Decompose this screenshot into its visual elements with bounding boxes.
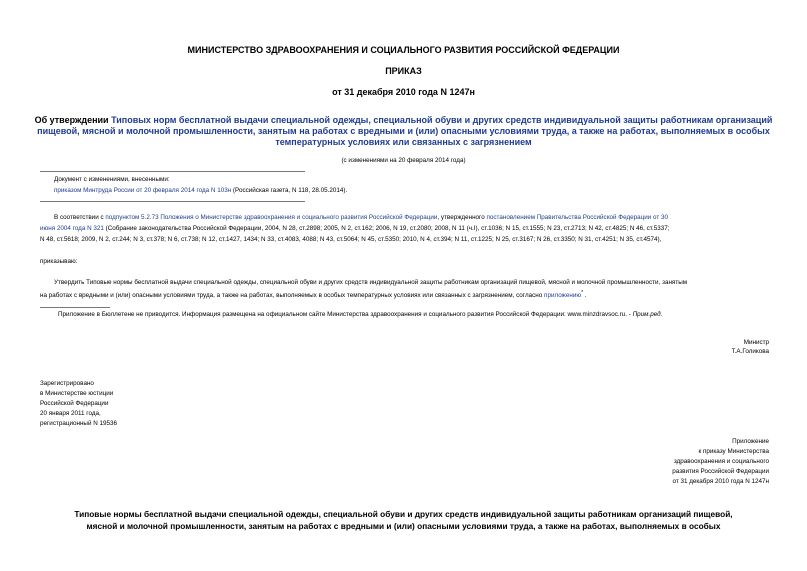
registration-line2: в Министерстве юстиции xyxy=(40,390,114,397)
divider xyxy=(40,201,305,202)
divider xyxy=(40,171,305,172)
changes-source: (Российская газета, N 118, 28.05.2014). xyxy=(231,187,348,194)
order-word: приказываю: xyxy=(40,258,78,265)
footnote xyxy=(58,309,662,320)
editor-note: Прим.ред. xyxy=(632,311,663,318)
approve-text: на работах с вредными и (или) опасными условиями труда, а также на работах, выполняемых в особых температурных условиях или связанных с загрязнением, согласно xyxy=(40,292,545,300)
doc-title-line2[interactable]: пищевой, мясной и молочной промышленности, занятым на работах с вредными и (или) опасными условиями труда, а также на работах, выполняемых в особых xyxy=(37,126,770,136)
doc-type: ПРИКАЗ xyxy=(385,66,422,76)
changes-line xyxy=(54,185,347,196)
preamble-text: (Собрание законодательства Российской Федерации, 2004, N 28, ст.2898; 2005, N 2, ст.162; 2006, N 19, ст.2080; 2008, N 11 (ч.I), ст.1036; N 15, ст.1555; N 23, ст.2713; N 42, ст.4825; N 46, ст.5337; xyxy=(103,225,670,232)
signature-title: Министр xyxy=(743,339,769,346)
footnote-text: Приложение в Бюллетене не приводится. Информация размещена на официальном сайте Министерства здравоохранения и социального развития Российской Федерации: www.minzdravsoc.ru. - xyxy=(58,311,633,318)
preamble-line2 xyxy=(40,223,670,234)
amendment-note: (с изменениями на 20 февраля 2014 года) xyxy=(341,157,466,164)
appendix-ref-line2: к приказу Министерства xyxy=(698,448,769,455)
title-link[interactable]: Типовых норм бесплатной выдачи специальной одежды, специальной обуви и других средств индивидуальной защиты работникам организаций xyxy=(111,115,773,125)
approve-line2 xyxy=(40,288,587,301)
appendix-ref-line1: Приложение xyxy=(732,438,769,445)
appendix-ref-line4: развития Российской Федерации xyxy=(672,468,769,475)
registration-line3: Российской Федерации xyxy=(40,400,109,407)
footnote-marker: * xyxy=(581,290,584,296)
ministry-heading: МИНИСТЕРСТВО ЗДРАВООХРАНЕНИЯ И СОЦИАЛЬНОГО РАЗВИТИЯ РОССИЙСКОЙ ФЕДЕРАЦИИ xyxy=(187,45,620,55)
registration-line4: 20 января 2011 года, xyxy=(40,410,101,417)
appendix-ref-line3: здравоохранения и социального xyxy=(673,458,769,465)
preamble-text: В соответствии с xyxy=(54,214,106,221)
registration-line1: Зарегистрировано xyxy=(40,380,94,387)
changes-label: Документ с изменениями, внесенными: xyxy=(54,176,170,183)
registration-line5: регистрационный N 19536 xyxy=(40,420,118,427)
title-prefix: Об утверждении xyxy=(34,115,112,125)
government-decree-date-link[interactable]: июня 2004 года N 321 xyxy=(40,225,104,232)
signature-name: Т.А.Голикова xyxy=(731,348,769,355)
appendix-ref-line5: от 31 декабря 2010 года N 1247н xyxy=(672,478,769,485)
preamble-line1 xyxy=(54,212,668,223)
appendix-link[interactable]: приложению xyxy=(544,292,582,300)
preamble-line3: N 48, ст.5618; 2009, N 2, ст.244; N 3, ст.378; N 6, ст.738; N 12, ст.1427, 1434; N 33, ст.4083, 4088; N 43, ст.5064; N 45, ст.5350; 2010, N 4, ст.394; N 11, ст.1225; N 25, ст.3167; N 26, ст.3350; N 31, ст.4251; N 35, ст.4574), xyxy=(40,236,662,243)
appendix-title-line2: мясной и молочной промышленности, занятым на работах с вредными и (или) опасными условиями труда, а также на работах, выполняемых в особых xyxy=(86,521,721,531)
approve-text: . xyxy=(583,292,587,300)
amending-order-link[interactable]: приказом Минтруда России от 20 февраля 2014 года N 103н xyxy=(54,187,232,194)
doc-date-number: от 31 декабря 2010 года N 1247н xyxy=(332,87,475,97)
government-decree-link[interactable]: постановлением Правительства Российской Федерации от 30 xyxy=(486,214,669,221)
doc-title-line3[interactable]: температурных условиях или связанных с загрязнением xyxy=(275,137,532,147)
appendix-title-line1: Типовые нормы бесплатной выдачи специальной одежды, специальной обуви и других средств индивидуальной защиты работникам организаций пищевой, xyxy=(74,509,733,519)
approve-line1: Утвердить Типовые нормы бесплатной выдачи специальной одежды, специальной обуви и других средств индивидуальной защиты работникам организаций пищевой, мясной и молочной промышленности, занятым xyxy=(54,279,688,286)
doc-title-line1 xyxy=(0,115,807,126)
regulation-link[interactable]: подпунктом 5.2.73 Положения о Министерстве здравоохранения и социального развития Российской Федерации xyxy=(105,214,438,221)
preamble-text: , утвержденного xyxy=(437,214,487,221)
footnote-divider xyxy=(40,307,110,308)
